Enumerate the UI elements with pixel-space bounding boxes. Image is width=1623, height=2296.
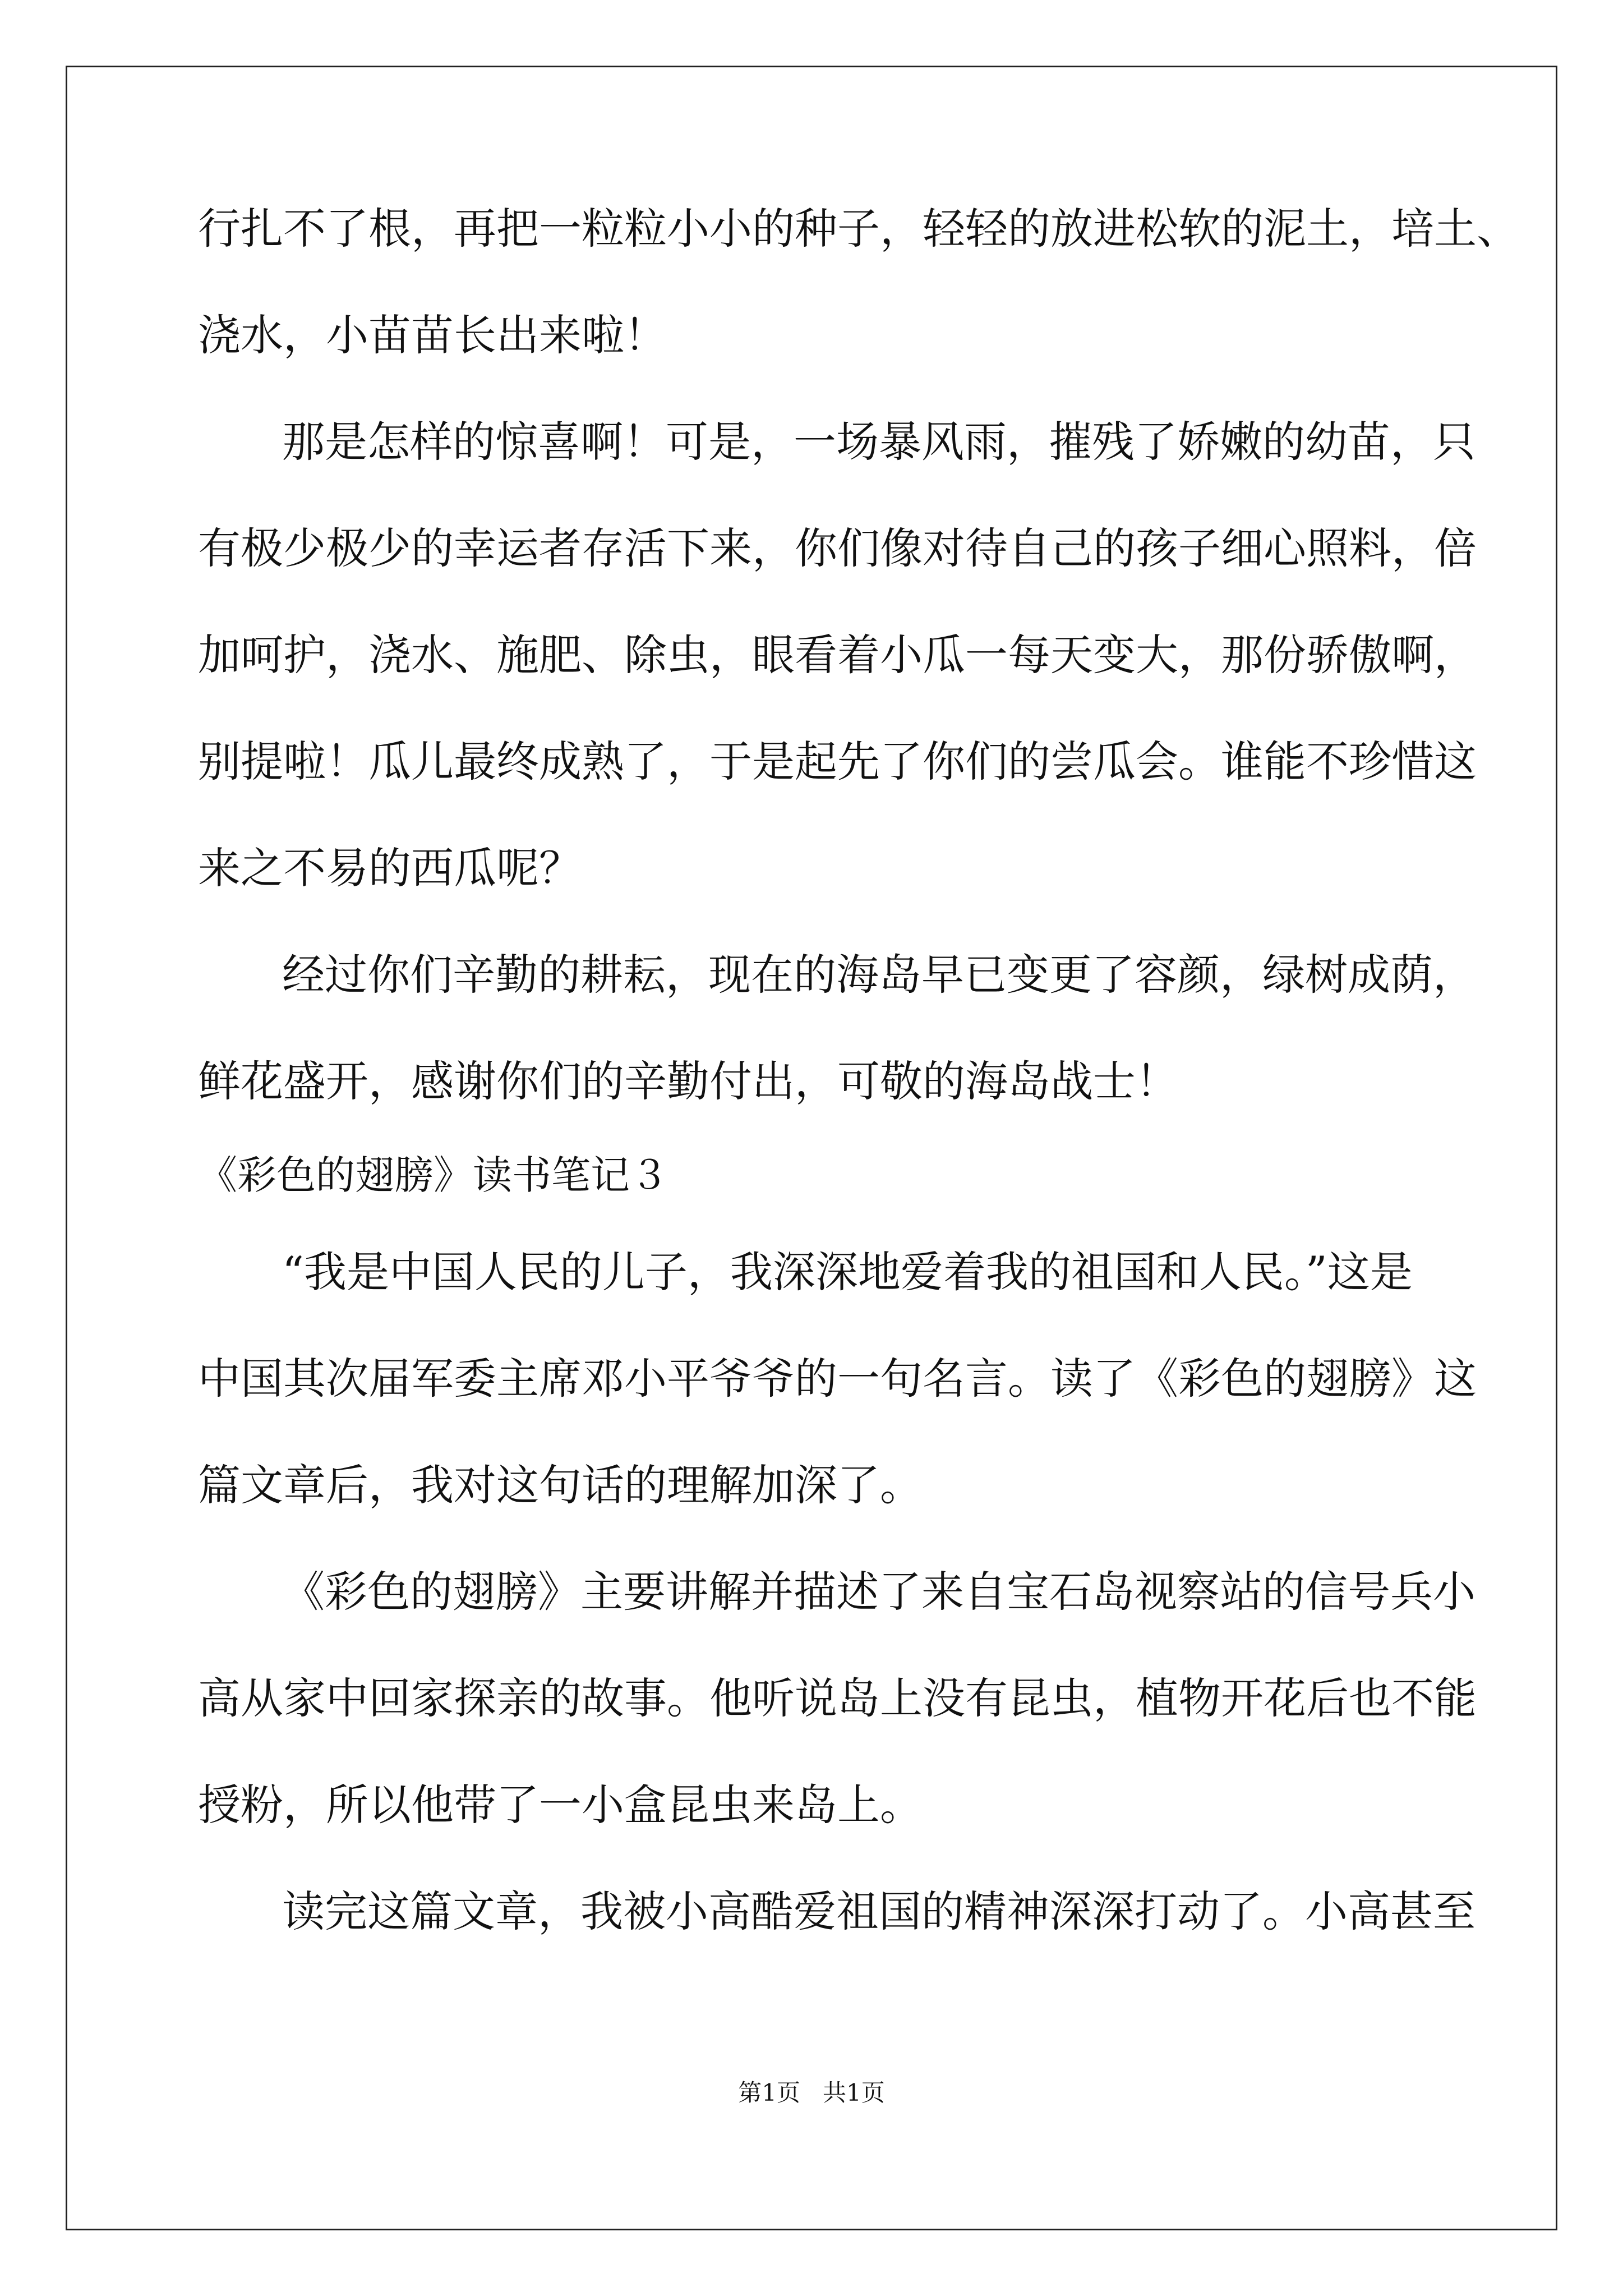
text-line: 浇水，小苗苗长出来啦！ xyxy=(198,310,667,360)
text-line: 中国其次届军委主席邓小平爷爷的一句名言。读了《彩色的翅膀》这 xyxy=(198,1354,1477,1404)
text-line: 《彩色的翅膀》主要讲解并描述了来自宝石岛视察站的信号兵小 xyxy=(282,1567,1476,1617)
text-line: 篇文章后，我对这句话的理解加深了。 xyxy=(198,1460,923,1510)
text-line: 高从家中回家探亲的故事。他听说岛上没有昆虫，植物开花后也不能 xyxy=(198,1673,1477,1723)
text-line: 那是怎样的惊喜啊！可是，一场暴风雨，摧残了娇嫩的幼苗，只 xyxy=(282,417,1476,467)
page-footer xyxy=(0,2074,1623,2108)
text-line: 行扎不了根，再把一粒粒小小的种子，轻轻的放进松软的泥土，培土、 xyxy=(198,204,1519,254)
text-line: 有极少极少的幸运者存活下来，你们像对待自己的孩子细心照料，倍 xyxy=(198,523,1477,573)
section-heading: 《彩色的翅膀》读书笔记３ xyxy=(198,1152,669,1198)
text-line: 鲜花盛开，感谢你们的辛勤付出，可敬的海岛战士！ xyxy=(198,1056,1178,1106)
text-line: 来之不易的西瓜呢？ xyxy=(198,843,582,893)
text-line: 经过你们辛勤的耕耘，现在的海岛早已变更了容颜，绿树成荫， xyxy=(282,950,1476,1000)
page-total: 共1页 xyxy=(823,2079,885,2106)
text-line: “我是中国人民的儿子，我深深地爱着我的祖国和人民。”这是 xyxy=(282,1247,1413,1297)
text-line: 加呵护，浇水、施肥、除虫，眼看着小瓜一每天变大，那份骄傲啊， xyxy=(198,630,1477,680)
text-line: 别提啦！瓜儿最终成熟了，于是起先了你们的尝瓜会。谁能不珍惜这 xyxy=(198,737,1477,786)
page-number: 第1页 xyxy=(738,2079,800,2106)
text-line: 读完这篇文章，我被小高酷爱祖国的精神深深打动了。小高甚至 xyxy=(282,1887,1476,1936)
text-line: 授粉，所以他带了一小盒昆虫来岛上。 xyxy=(198,1780,923,1830)
